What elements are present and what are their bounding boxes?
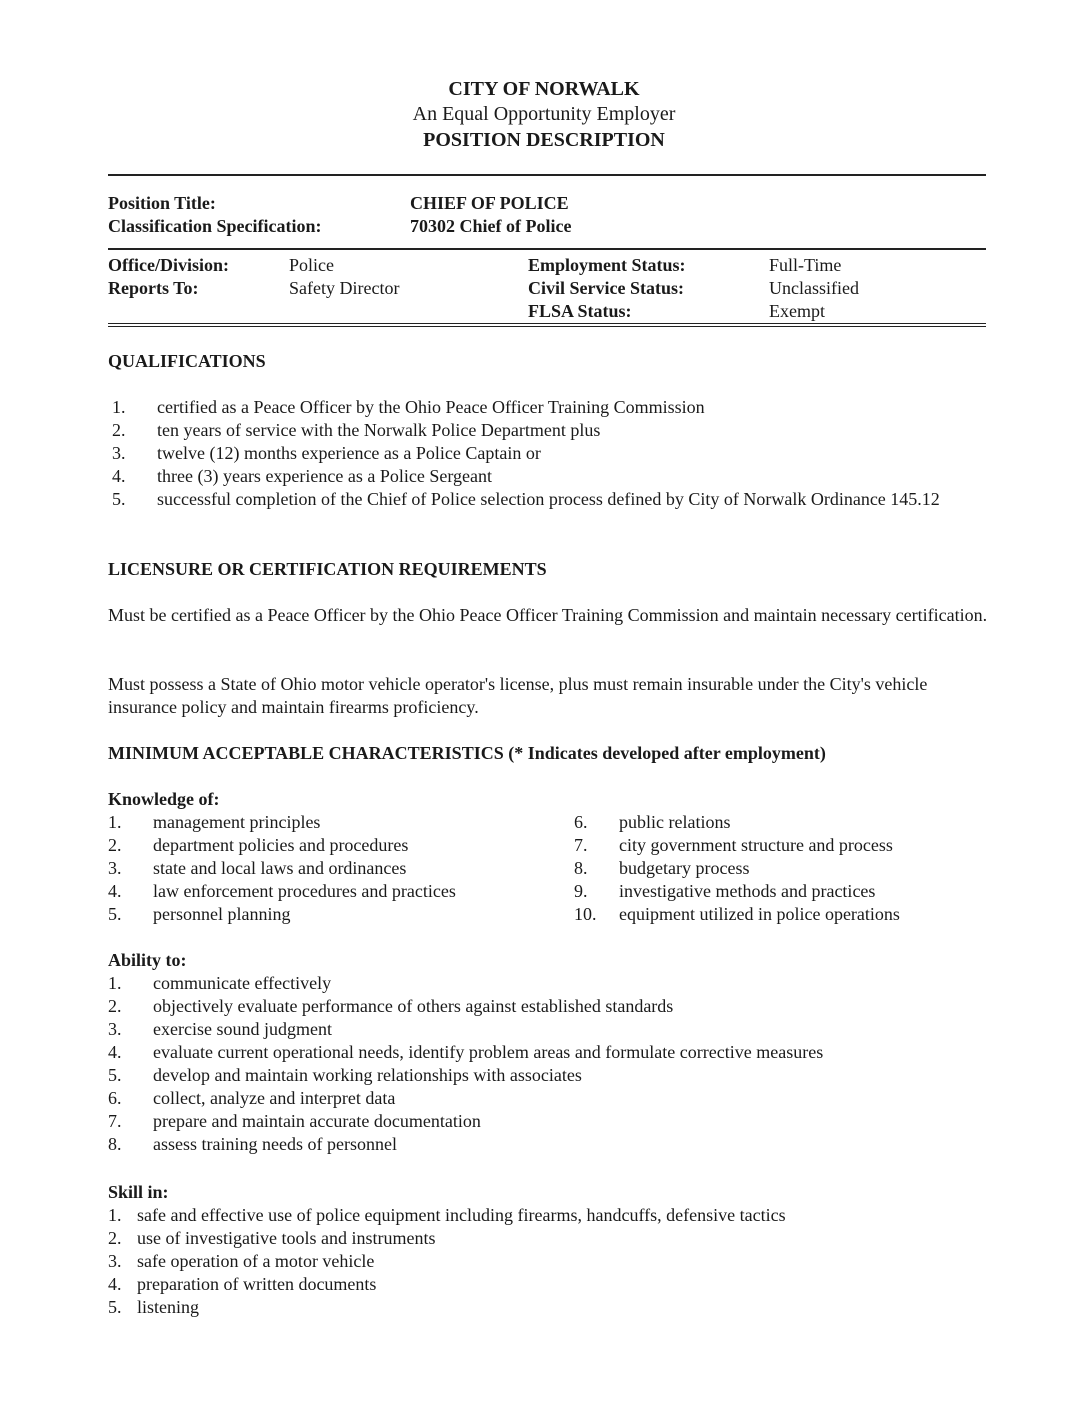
employment-status-value: Full-Time — [769, 255, 842, 275]
list-item: 8. assess training needs of personnel — [108, 1134, 397, 1154]
office-value: Police — [289, 255, 334, 275]
reports-to-label: Reports To: — [108, 278, 199, 298]
list-item: 4. evaluate current operational needs, identify problem areas and formulate corrective measures — [108, 1042, 824, 1062]
office-label: Office/Division: — [108, 255, 229, 275]
list-item: 3. state and local laws and ordinances — [108, 858, 407, 878]
details-divider-top — [108, 323, 986, 324]
list-item: 3. safe operation of a motor vehicle — [108, 1251, 375, 1271]
qualifications-heading: QUALIFICATIONS — [108, 351, 266, 371]
civil-service-value: Unclassified — [769, 278, 859, 298]
position-title-value: CHIEF OF POLICE — [410, 193, 569, 213]
list-item: 2. department policies and procedures — [108, 835, 409, 855]
civil-service-label: Civil Service Status: — [528, 278, 684, 298]
list-item: 1. management principles — [108, 812, 321, 832]
classification-value: 70302 Chief of Police — [410, 216, 572, 236]
list-item: 2. objectively evaluate performance of others against established standards — [108, 996, 674, 1016]
flsa-label: FLSA Status: — [528, 301, 632, 321]
knowledge-list-right — [574, 811, 974, 926]
header-divider — [108, 174, 986, 176]
list-item: 3. twelve (12) months experience as a Police Captain or — [112, 443, 541, 463]
list-item: 9. investigative methods and practices — [574, 881, 876, 901]
details-divider-bottom — [108, 326, 986, 327]
list-item: 4. law enforcement procedures and practices — [108, 881, 456, 901]
list-item: 5. develop and maintain working relationships with associates — [108, 1065, 582, 1085]
licensure-heading: LICENSURE OR CERTIFICATION REQUIREMENTS — [108, 559, 547, 579]
flsa-value: Exempt — [769, 301, 825, 321]
skill-heading: Skill in: — [108, 1182, 169, 1202]
list-item: 10. equipment utilized in police operations — [574, 904, 900, 924]
list-item: 7. prepare and maintain accurate documentation — [108, 1111, 481, 1131]
org-subtitle: An Equal Opportunity Employer — [412, 103, 676, 125]
skill-list — [108, 1204, 988, 1319]
position-divider — [108, 248, 986, 250]
org-name: CITY OF NORWALK — [448, 78, 640, 100]
list-item: 6. collect, analyze and interpret data — [108, 1088, 396, 1108]
knowledge-heading: Knowledge of: — [108, 789, 220, 809]
ability-heading: Ability to: — [108, 950, 187, 970]
list-item: 4. preparation of written documents — [108, 1274, 377, 1294]
list-item: 7. city government structure and process — [574, 835, 893, 855]
list-item: 5. listening — [108, 1297, 199, 1317]
reports-to-value: Safety Director — [289, 278, 400, 298]
list-item: 3. exercise sound judgment — [108, 1019, 332, 1039]
list-item: 1. safe and effective use of police equipment including firearms, handcuffs, defensive tactics — [108, 1205, 786, 1225]
list-item: 2. ten years of service with the Norwalk Police Department plus — [112, 420, 601, 440]
knowledge-list-left — [108, 811, 548, 926]
list-item: 1. certified as a Peace Officer by the Ohio Peace Officer Training Commission — [112, 397, 705, 417]
ability-list — [108, 972, 988, 1156]
classification-label: Classification Specification: — [108, 216, 322, 236]
list-item: 5. successful completion of the Chief of Police selection process defined by City of Norwalk Ordinance 145.12 — [112, 489, 940, 509]
qualifications-list — [112, 396, 992, 534]
list-item: 2. use of investigative tools and instruments — [108, 1228, 436, 1248]
list-item: 8. budgetary process — [574, 858, 750, 878]
document-title: POSITION DESCRIPTION — [423, 129, 665, 151]
licensure-paragraph-1: Must be certified as a Peace Officer by the Ohio Peace Officer Training Commission and maintain necessary certification. — [108, 605, 988, 625]
list-item: 5. personnel planning — [108, 904, 291, 924]
list-item: 1. communicate effectively — [108, 973, 332, 993]
position-title-label: Position Title: — [108, 193, 216, 213]
list-item: 6. public relations — [574, 812, 731, 832]
licensure-paragraph-2: Must possess a State of Ohio motor vehicle operator's license, plus must remain insurable under the City's vehicle insurance policy and maintain firearms proficiency. — [108, 674, 928, 717]
employment-status-label: Employment Status: — [528, 255, 686, 275]
list-item: 4. three (3) years experience as a Police Sergeant — [112, 466, 493, 486]
characteristics-heading: MINIMUM ACCEPTABLE CHARACTERISTICS (* Indicates developed after employment) — [108, 743, 826, 763]
